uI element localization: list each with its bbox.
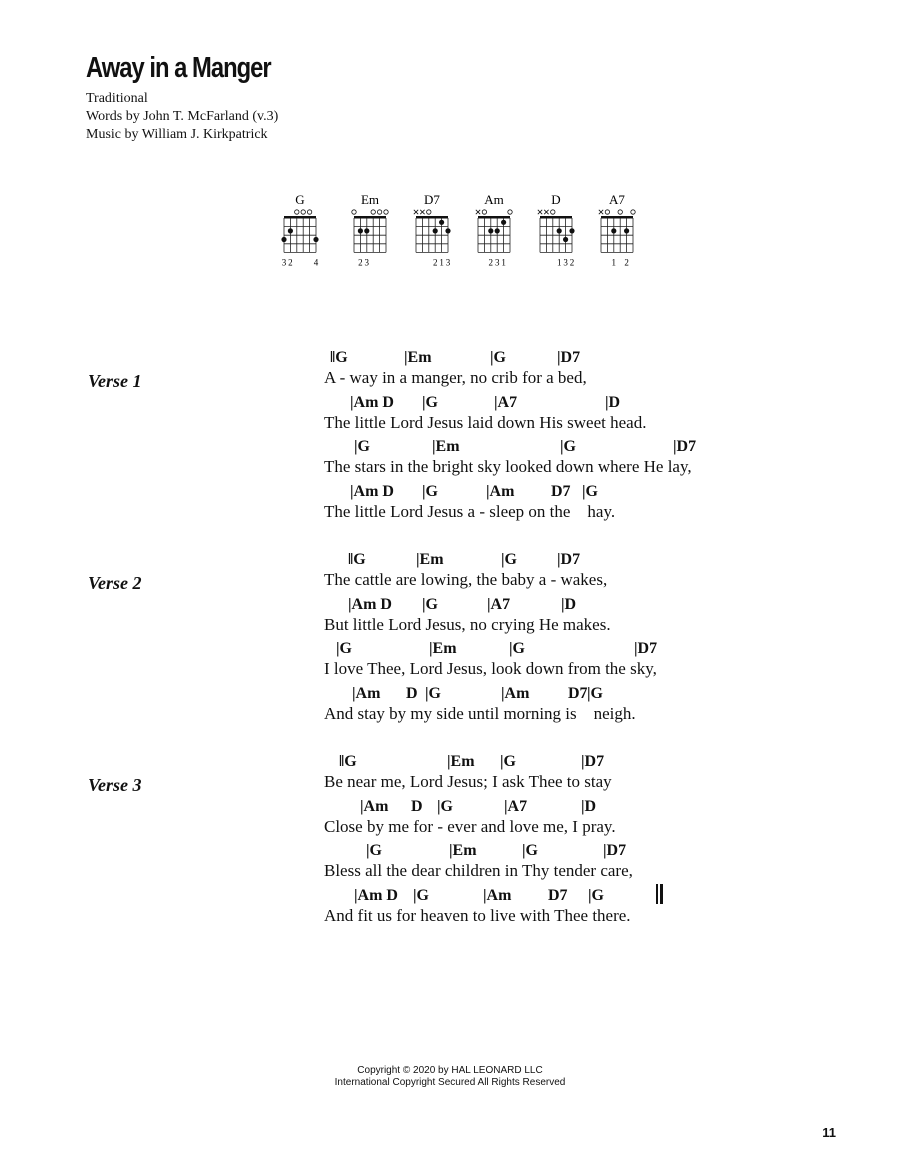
chord-symbol: D7 — [551, 482, 571, 500]
finger-number: 1 — [556, 257, 562, 268]
song-line — [324, 394, 774, 440]
finger-dot — [488, 228, 493, 233]
finger-dot — [358, 228, 363, 233]
chord-diagram-strip — [270, 193, 650, 273]
chord-diagram-name: D — [551, 193, 561, 207]
lyric-line: I love Thee, Lord Jesus, look down from the sky, — [324, 659, 657, 678]
chord-symbol: |Em — [432, 438, 460, 455]
finger-number: 3 — [494, 257, 500, 268]
open-string-marker — [618, 210, 622, 214]
chord-diagram-name: Am — [484, 193, 504, 207]
lyric-line: Be near me, Lord Jesus; I ask Thee to stay — [324, 772, 612, 791]
chord-symbol: |Am — [360, 797, 389, 815]
chord-symbol: |Am D — [350, 393, 394, 411]
finger-dot — [569, 228, 574, 233]
chord-symbol: |Em — [449, 842, 477, 859]
chord-symbol: |D7 — [557, 349, 581, 366]
chord-diagram — [599, 193, 635, 267]
chord-row — [324, 842, 774, 862]
muted-string-marker — [420, 210, 424, 214]
chord-row — [324, 551, 774, 571]
finger-number: 4 — [313, 257, 319, 268]
open-string-marker — [352, 210, 356, 214]
song-line — [324, 685, 774, 731]
song-line — [324, 842, 774, 888]
chord-row — [324, 596, 774, 616]
finger-dot — [439, 220, 444, 225]
chord-symbol: |Em — [404, 349, 432, 366]
finger-number: 1 — [501, 257, 506, 268]
chord-symbol: |G — [366, 842, 382, 859]
chord-diagram — [352, 193, 388, 267]
open-string-marker — [508, 210, 512, 214]
chord-symbol: ‖G — [348, 551, 366, 568]
chord-symbol: |Em — [416, 551, 444, 568]
chord-symbol: |D — [605, 393, 621, 411]
finger-number: 2 — [488, 257, 494, 268]
copyright-notice — [0, 1065, 900, 1089]
chord-symbol: |D7 — [581, 753, 605, 770]
open-string-marker — [551, 210, 555, 214]
finger-dot — [313, 237, 318, 242]
chord-symbol: |G — [422, 393, 438, 411]
finger-number: 2 — [288, 257, 293, 268]
chord-symbol: D — [406, 684, 418, 702]
muted-string-marker — [538, 210, 542, 214]
chord-symbol: |G — [425, 684, 441, 702]
chord-symbol: |Em — [429, 640, 457, 657]
chord-symbol: |G — [437, 797, 453, 815]
open-string-marker — [301, 210, 305, 214]
verse-label: Verse 3 — [88, 775, 142, 795]
lyric-line: But little Lord Jesus, no crying He makes. — [324, 614, 611, 634]
chord-row — [324, 438, 774, 458]
chord-symbol: |D7 — [603, 842, 627, 859]
lyric-line: A - way in a manger, no crib for a bed, — [324, 368, 587, 387]
chord-symbol: |Am — [486, 482, 515, 500]
chord-symbol: |G — [587, 684, 603, 702]
chord-symbol: ‖G — [339, 753, 357, 770]
song-credits — [86, 90, 278, 144]
chord-symbol: |G — [560, 438, 576, 455]
chord-symbol: |G — [422, 482, 438, 500]
chord-diagram — [538, 193, 575, 267]
copyright-line: International Copyright Secured All Rights Reserved — [334, 1077, 566, 1088]
chord-nut — [478, 216, 510, 219]
lyric-line: The cattle are lowing, the baby a - wakes, — [324, 570, 608, 589]
chord-symbol: |D — [581, 797, 597, 815]
chord-symbol: |G — [501, 551, 517, 568]
chord-symbol: |G — [336, 640, 352, 657]
finger-number: 3 — [563, 257, 568, 268]
lyric-line: The little Lord Jesus a - sleep on the hay. — [324, 501, 616, 521]
lyric-line: Close by me for - ever and love me, I pray. — [324, 816, 616, 836]
song-line — [324, 798, 774, 844]
open-string-marker — [427, 210, 431, 214]
chord-row — [324, 685, 774, 705]
muted-string-marker — [476, 210, 480, 214]
chord-symbol: |A7 — [487, 595, 511, 613]
finger-number: 1 — [611, 257, 617, 268]
verse-label: Verse 2 — [88, 573, 142, 593]
finger-dot — [563, 237, 568, 242]
chord-row — [324, 483, 774, 503]
chord-symbol: D7 — [568, 684, 588, 702]
chord-diagram-name: Em — [360, 193, 380, 207]
finger-dot — [433, 228, 438, 233]
muted-string-marker — [544, 210, 548, 214]
open-string-marker — [307, 210, 311, 214]
chord-nut — [601, 216, 633, 219]
song-line — [324, 483, 774, 529]
chord-symbol: |G — [354, 438, 370, 455]
finger-dot — [495, 228, 500, 233]
lyric-line: And stay by my side until morning is neigh. — [324, 703, 636, 723]
finger-dot — [364, 228, 369, 233]
chord-symbol: |G — [413, 886, 429, 904]
chord-symbol: |G — [500, 753, 516, 770]
final-barline — [656, 884, 664, 904]
lyric-line: And fit us for heaven to live with Thee there. — [324, 905, 631, 925]
chord-diagram — [281, 193, 318, 267]
lyric-line: The little Lord Jesus laid down His sweet head. — [324, 412, 647, 432]
chord-nut — [416, 216, 448, 219]
finger-dot — [501, 220, 506, 225]
song-line — [324, 887, 774, 933]
open-string-marker — [631, 210, 635, 214]
song-line — [324, 349, 774, 395]
finger-number: 2 — [432, 257, 438, 268]
chord-symbol: |Am — [501, 684, 530, 702]
chord-symbol: ‖G — [330, 349, 348, 366]
chord-symbol: |G — [522, 842, 538, 859]
chord-symbol: |D — [561, 595, 577, 613]
finger-number: 2 — [358, 257, 363, 268]
chord-symbol: |G — [582, 482, 598, 500]
chord-diagram-name: A7 — [609, 193, 625, 207]
finger-dot — [557, 228, 562, 233]
muted-string-marker — [414, 210, 418, 214]
chord-diagram — [476, 193, 512, 267]
open-string-marker — [482, 210, 486, 214]
chord-symbol: |Am D — [348, 595, 392, 613]
chord-symbol: |G — [422, 595, 438, 613]
chord-symbol: |D7 — [634, 640, 658, 657]
finger-dot — [281, 237, 286, 242]
muted-string-marker — [599, 210, 603, 214]
page-number: 11 — [822, 1125, 836, 1140]
chord-row — [324, 798, 774, 818]
chord-symbol: |D7 — [673, 438, 697, 455]
chord-symbol: |Am D — [350, 482, 394, 500]
chord-row — [324, 394, 774, 414]
chord-symbol: |G — [509, 640, 525, 657]
finger-dot — [288, 228, 293, 233]
chord-symbol: |G — [588, 886, 604, 904]
chord-nut — [540, 216, 572, 219]
chord-symbol: |Am D — [354, 886, 398, 904]
finger-number: 3 — [281, 257, 287, 268]
finger-number: 1 — [439, 257, 444, 268]
chord-symbol: |A7 — [504, 797, 528, 815]
copyright-line: Copyright © 2020 by HAL LEONARD LLC — [357, 1065, 543, 1076]
chord-row — [324, 753, 774, 773]
chord-nut — [354, 216, 386, 219]
finger-number: 2 — [624, 257, 629, 268]
credit-line: Traditional — [86, 91, 148, 106]
verse-label: Verse 1 — [88, 371, 142, 391]
open-string-marker — [295, 210, 299, 214]
finger-dot — [611, 228, 616, 233]
chord-diagrams — [270, 193, 650, 273]
song-title: Away in a Manger — [86, 52, 271, 84]
finger-number: 3 — [364, 257, 370, 268]
chord-row — [324, 349, 774, 369]
chord-diagram — [414, 193, 451, 267]
chord-symbol: D — [411, 797, 423, 815]
chord-symbol: |A7 — [494, 393, 518, 411]
chord-symbol: |Am — [352, 684, 381, 702]
song-line — [324, 551, 774, 597]
song-line — [324, 753, 774, 799]
song-line — [324, 640, 774, 686]
chord-row — [324, 887, 774, 907]
finger-number: 2 — [569, 257, 575, 268]
chord-symbol: |D7 — [557, 551, 581, 568]
song-line — [324, 596, 774, 642]
chord-diagram-name: D7 — [424, 193, 440, 207]
chord-symbol: |Am — [483, 886, 512, 904]
chord-symbol: |Em — [447, 753, 475, 770]
chord-diagram-name: G — [295, 193, 305, 207]
open-string-marker — [384, 210, 388, 214]
chord-row — [324, 640, 774, 660]
lyric-line: Bless all the dear children in Thy tender care, — [324, 861, 633, 880]
finger-dot — [624, 228, 629, 233]
open-string-marker — [605, 210, 609, 214]
credit-line: Words by John T. McFarland (v.3) — [86, 109, 279, 124]
song-line — [324, 438, 774, 484]
chord-symbol: |G — [490, 349, 506, 366]
open-string-marker — [377, 210, 381, 214]
finger-number: 3 — [445, 257, 451, 268]
chord-nut — [284, 216, 316, 219]
credit-line: Music by William J. Kirkpatrick — [86, 127, 268, 142]
chord-symbol: D7 — [548, 886, 568, 904]
open-string-marker — [371, 210, 375, 214]
finger-dot — [445, 228, 450, 233]
lyric-line: The stars in the bright sky looked down where He lay, — [324, 457, 692, 476]
